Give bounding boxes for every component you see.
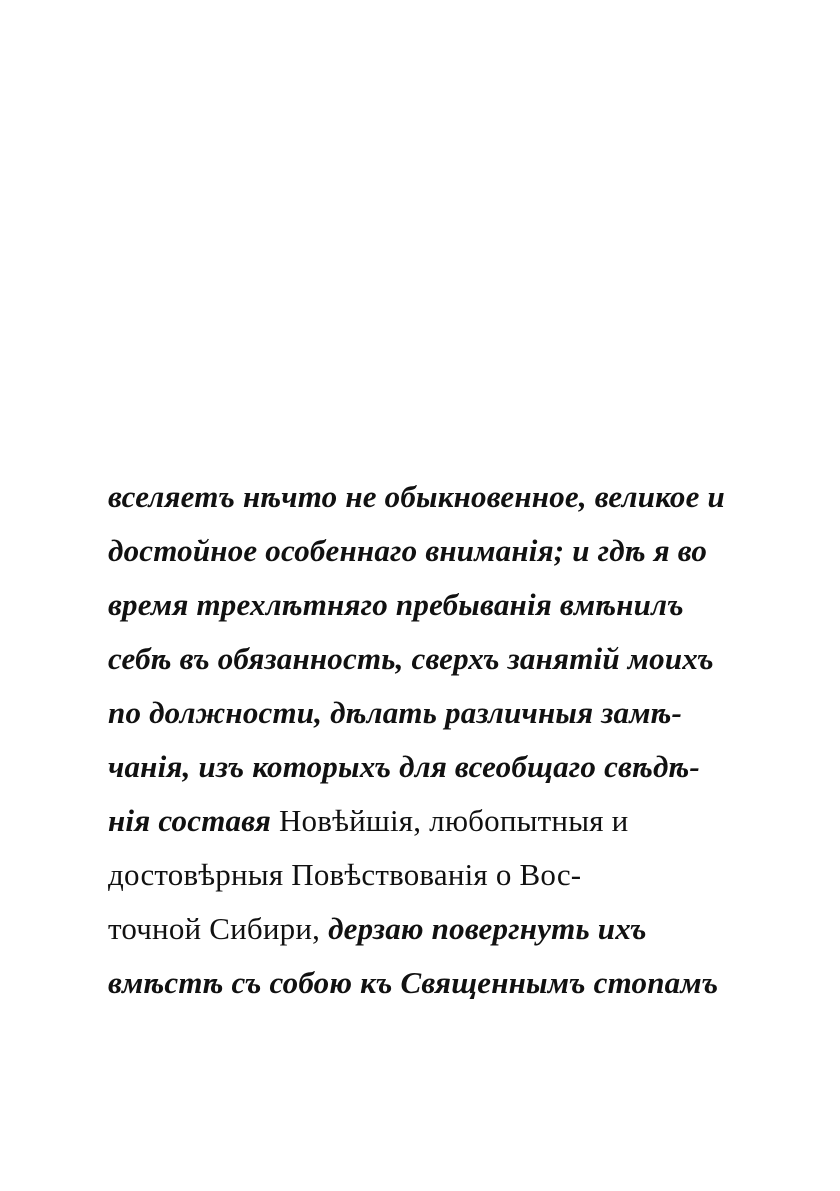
line-5-text: по должности, дѣлать различныя замѣ-	[108, 695, 683, 730]
line-9-italic-text: дерзаю повергнуть ихъ	[328, 911, 647, 946]
line-4-text: себѣ въ обязанность, сверхъ занятій моихъ	[108, 641, 714, 676]
text-line-7	[108, 794, 708, 848]
line-6-text: чанія, изъ которыхъ для всеобщаго свѣдѣ-	[108, 749, 700, 784]
text-line-2	[108, 524, 708, 578]
line-7-italic-text: нія составя	[108, 803, 279, 838]
line-7-roman-text: Новѣйшія, любопытныя и	[278, 803, 629, 838]
line-3-text: время трехлѣтняго пребыванія вмѣнилъ	[108, 587, 684, 622]
line-9-roman-text: точной Сибири,	[108, 911, 329, 946]
text-line-10	[108, 956, 719, 1010]
text-line-8	[108, 848, 708, 902]
line-2-text: достойное особеннаго вниманія; и гдѣ я во	[108, 533, 708, 568]
text-line-3	[108, 578, 708, 632]
text-line-4	[108, 632, 714, 686]
page-text-block	[108, 470, 725, 1010]
text-line-1	[108, 470, 725, 524]
line-8-text: достовѣрныя Повѣствованія о Вос-	[108, 857, 582, 892]
text-line-9	[108, 902, 708, 956]
text-line-6	[108, 740, 708, 794]
text-line-5	[108, 686, 708, 740]
line-10-text: вмѣстѣ съ собою къ Священнымъ стопамъ	[108, 965, 719, 1000]
line-1-text: вселяетъ нѣчто не обыкновенное, великое и	[108, 479, 725, 514]
